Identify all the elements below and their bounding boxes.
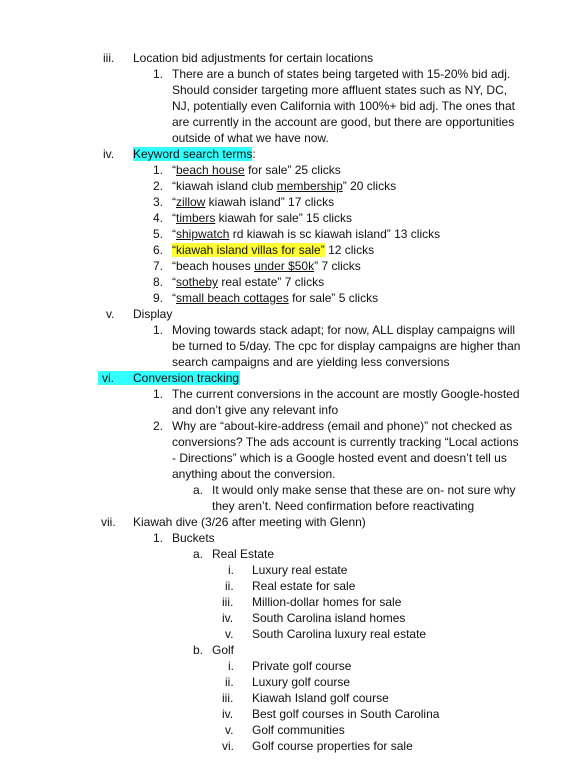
roman-numeral: iv. [103, 147, 115, 161]
list-letter: a. [193, 547, 204, 561]
list-item: “timbers kiawah for sale” 15 clicks [172, 211, 353, 225]
misspelling-underline: beach house [176, 163, 245, 177]
roman-numeral: i. [228, 563, 234, 577]
misspelling-underline: membership [276, 179, 343, 193]
text-line: outside of what we have now. [172, 131, 329, 145]
text-line: conversions? The ads account is currently tracking “Local actions [172, 435, 519, 449]
list-number: 8. [153, 275, 164, 289]
list-number: 2. [153, 179, 164, 193]
text-line: are currently in the account are good, but there are opportunities [172, 115, 515, 129]
bucket-heading: Real Estate [212, 547, 275, 561]
list-letter: b. [193, 643, 204, 657]
list-number: 5. [153, 227, 164, 241]
list-number: 3. [153, 195, 164, 209]
text-line: Why are “about-kire-address (email and phone)” not checked as [172, 419, 513, 433]
list-item: Private golf course [252, 659, 352, 673]
text-line: they aren’t. Need confirmation before reactivating [212, 499, 475, 513]
list-number: 1. [153, 67, 164, 81]
roman-numeral: v. [225, 723, 234, 737]
text-line: NJ, potentially even California with 100%+ bid adj. The ones that [172, 99, 515, 113]
misspelling-underline: under $50k [254, 259, 315, 273]
list-number: 1. [153, 531, 164, 545]
roman-numeral: iii. [222, 691, 234, 705]
list-item: Kiawah Island golf course [252, 691, 389, 705]
roman-numeral: iii. [103, 51, 115, 65]
section-heading: Location bid adjustments for certain locations [133, 51, 374, 65]
highlighted-title: Keyword search terms [133, 147, 253, 161]
text-line: Moving towards stack adapt; for now, ALL display campaigns will [172, 323, 516, 337]
misspelling-underline: small beach cottages [176, 291, 289, 305]
list-item: “shipwatch rd kiawah is sc kiawah island” 13 clicks [172, 227, 441, 241]
list-number: 9. [153, 291, 164, 305]
list-item: “small beach cottages for sale” 5 clicks [172, 291, 379, 305]
roman-numeral: v. [106, 307, 115, 321]
list-item: Million-dollar homes for sale [252, 595, 402, 609]
list-item: South Carolina luxury real estate [252, 627, 427, 641]
highlighted-term: “kiawah island villas for sale” [172, 243, 325, 257]
roman-numeral: iv. [222, 707, 234, 721]
roman-numeral: iii. [222, 595, 234, 609]
list-item: “kiawah island villas for sale” 12 clicks [172, 243, 375, 257]
list-item: Golf communities [252, 723, 345, 737]
section-heading [133, 147, 256, 161]
list-letter: a. [193, 483, 204, 497]
text-line: and don’t give any relevant info [172, 403, 339, 417]
list-item: Buckets [172, 531, 215, 545]
list-item: “beach houses under $50k” 7 clicks [172, 259, 361, 273]
roman-numeral: iv. [222, 611, 234, 625]
list-item: South Carolina island homes [252, 611, 406, 625]
roman-numeral: ii. [225, 579, 234, 593]
text-line: be turned to 5/day. The cpc for display campaigns are higher than [172, 339, 521, 353]
section-heading: Display [133, 307, 173, 321]
bucket-heading: Golf [212, 643, 235, 657]
list-item: “sotheby real estate” 7 clicks [172, 275, 325, 289]
roman-numeral: ii. [225, 675, 234, 689]
list-number: 4. [153, 211, 164, 225]
list-item: “zillow kiawah island” 17 clicks [172, 195, 335, 209]
misspelling-underline: sotheby [176, 275, 219, 289]
text-line: There are a bunch of states being targeted with 15-20% bid adj. [172, 67, 511, 81]
list-number: 1. [153, 163, 164, 177]
text-line: - Directions” which is a Google hosted event and doesn’t tell us [172, 451, 507, 465]
list-number: 1. [153, 323, 164, 337]
list-item: Best golf courses in South Carolina [252, 707, 440, 721]
roman-numeral: vi. [222, 739, 234, 753]
list-item: “kiawah island club membership” 20 clicks [172, 179, 397, 193]
misspelling-underline: zillow [176, 195, 206, 209]
list-item: Luxury golf course [252, 675, 351, 689]
text-line: anything about the conversion. [172, 467, 336, 481]
section-heading: Conversion tracking [133, 371, 240, 385]
roman-numeral: vii. [101, 515, 116, 529]
text-line: Should consider targeting more affluent states such as NY, DC, [172, 83, 508, 97]
heading-colon: : [252, 147, 256, 161]
list-item: Golf course properties for sale [252, 739, 413, 753]
roman-numeral: vi. [102, 371, 114, 385]
text-line: search campaigns and are yielding less conversions [172, 355, 450, 369]
roman-numeral: i. [228, 659, 234, 673]
list-item: “beach house for sale” 25 clicks [172, 163, 341, 177]
list-number: 2. [153, 419, 164, 433]
list-item: Real estate for sale [252, 579, 356, 593]
list-number: 1. [153, 387, 164, 401]
text-line: The current conversions in the account are mostly Google-hosted [172, 387, 520, 401]
list-number: 6. [153, 243, 164, 257]
list-number: 7. [153, 259, 164, 273]
text-line: It would only make sense that these are on- not sure why [212, 483, 516, 497]
misspelling-underline: timbers [176, 211, 216, 225]
list-item: Luxury real estate [252, 563, 348, 577]
highlighted-heading-row [98, 371, 240, 385]
misspelling-underline: shipwatch [176, 227, 230, 241]
section-heading: Kiawah dive (3/26 after meeting with Glenn) [133, 515, 366, 529]
roman-numeral: v. [225, 627, 234, 641]
